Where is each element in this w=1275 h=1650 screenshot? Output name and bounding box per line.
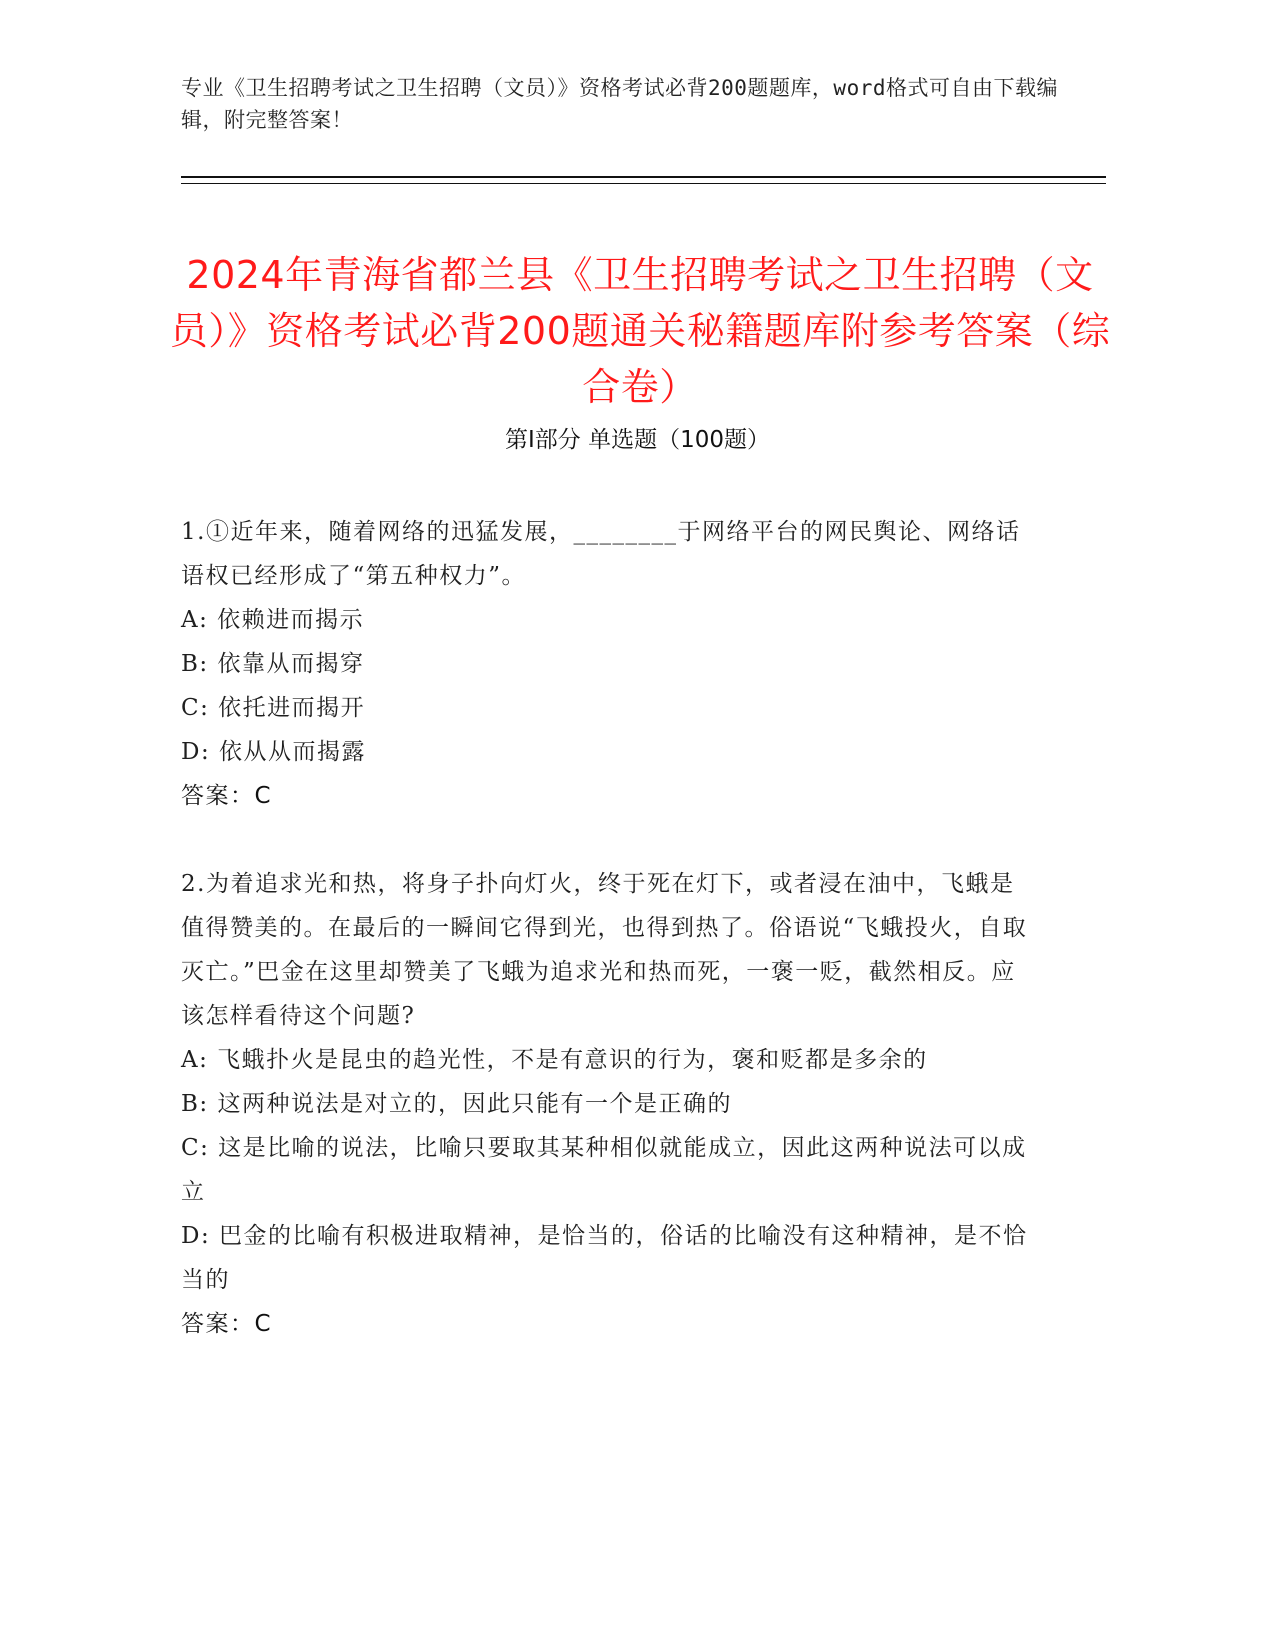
answer: 答案：C: [181, 1311, 273, 1337]
option-d: D: 依从从而揭露: [181, 739, 367, 765]
header-note: 专业《卫生招聘考试之卫生招聘（文员）》资格考试必背200题题库，word格式可自由下载编辑，附完整答案！: [181, 76, 1058, 132]
option-b: B: 依靠从而揭穿: [181, 651, 365, 677]
header-divider-thick: [181, 176, 1106, 178]
document-title: 2024年青海省都兰县《卫生招聘考试之卫生招聘（文员）》资格考试必背200题通关秘籍题库附参考答案（综合卷）: [169, 253, 1111, 410]
option-c: C: 这是比喻的说法，比喻只要取其某种相似就能成立，因此这两种说法可以成立: [181, 1135, 1027, 1205]
option-a: A: 飞蛾扑火是昆虫的趋光性，不是有意识的行为，褒和贬都是多余的: [181, 1047, 928, 1073]
option-b: B: 这两种说法是对立的，因此只能有一个是正确的: [181, 1091, 732, 1117]
section-title: 第I部分 单选题（100题）: [505, 427, 770, 453]
question-stem: 1.①近年来，随着网络的迅猛发展，________于网络平台的网民舆论、网络话语权已经形成了“第五种权力”。: [181, 519, 1021, 589]
question-2: [181, 862, 1031, 1346]
header-divider-thin: [181, 183, 1106, 184]
question-1: [181, 510, 1031, 818]
option-a: A: 依赖进而揭示: [181, 607, 365, 633]
option-d: D: 巴金的比喻有积极进取精神，是恰当的，俗话的比喻没有这种精神，是不恰当的: [181, 1223, 1028, 1293]
answer: 答案：C: [181, 783, 273, 809]
option-c: C: 依托进而揭开: [181, 695, 366, 721]
question-list: [181, 510, 1031, 1346]
question-stem: 2.为着追求光和热，将身子扑向灯火，终于死在灯下，或者浸在油中，飞蛾是值得赞美的。在最后的一瞬间它得到光，也得到热了。俗语说“飞蛾投火，自取灭亡。”巴金在这里却赞美了飞蛾为追求光和热而死，一褒一贬，截然相反。应该怎样看待这个问题?: [181, 871, 1028, 1029]
